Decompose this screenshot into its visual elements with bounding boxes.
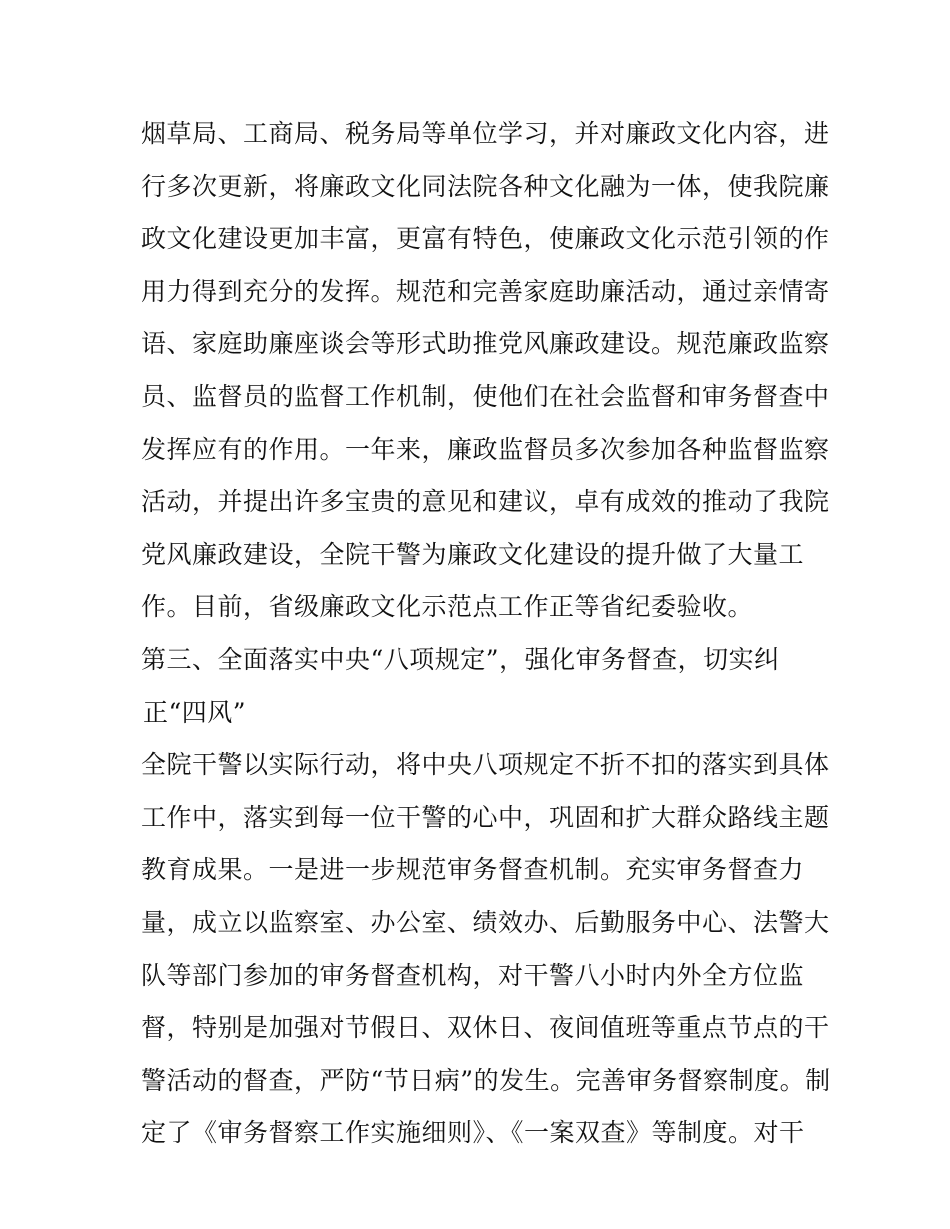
text-line: 作。目前，省级廉政文化示范点工作正等省纪委验收。 — [141, 592, 754, 622]
body-text — [141, 108, 831, 1160]
text-line: 行多次更新，将廉政文化同法院各种文化融为一体，使我院廉 — [141, 171, 830, 201]
text-line: 工作中，落实到每一位干警的心中，巩固和扩大群众路线主题 — [141, 802, 830, 832]
text-line: 教育成果。一是进一步规范审务督查机制。充实审务督查力 — [141, 855, 805, 885]
text-line: 定了《审务督察工作实施细则》、《一案双查》等制度。对干 — [141, 1118, 805, 1148]
text-line: 发挥应有的作用。一年来，廉政监督员多次参加各种监督监察 — [141, 434, 830, 464]
text-line: 队等部门参加的审务督查机构，对干警八小时内外全方位监 — [141, 960, 805, 990]
text-line: 烟草局、工商局、税务局等单位学习，并对廉政文化内容，进 — [141, 119, 830, 148]
text-line: 活动，并提出许多宝贵的意见和建议，卓有成效的推动了我院 — [141, 487, 830, 517]
text-line: 全院干警以实际行动，将中央八项规定不折不扣的落实到具体 — [141, 750, 830, 780]
text-line: 用力得到充分的发挥。规范和完善家庭助廉活动，通过亲情寄 — [141, 276, 830, 306]
text-line: 量，成立以监察室、办公室、绩效办、后勤服务中心、法警大 — [141, 907, 830, 937]
text-line: 警活动的督查，严防“节日病”的发生。完善审务督察制度。制 — [141, 1065, 831, 1095]
text-line: 语、家庭助廉座谈会等形式助推党风廉政建设。规范廉政监察 — [141, 329, 830, 359]
section-heading-line: 正“四风” — [143, 697, 247, 727]
text-line: 员、监督员的监督工作机制，使他们在社会监督和审务督查中 — [141, 381, 830, 411]
text-line: 督，特别是加强对节假日、双休日、夜间值班等重点节点的干 — [141, 1013, 830, 1043]
text-line: 政文化建设更加丰富，更富有特色，使廉政文化示范引领的作 — [141, 224, 830, 254]
section-heading-line: 第三、全面落实中央“八项规定”，强化审务督查，切实纠 — [141, 644, 780, 674]
text-line: 党风廉政建设，全院干警为廉政文化建设的提升做了大量工 — [141, 539, 805, 569]
